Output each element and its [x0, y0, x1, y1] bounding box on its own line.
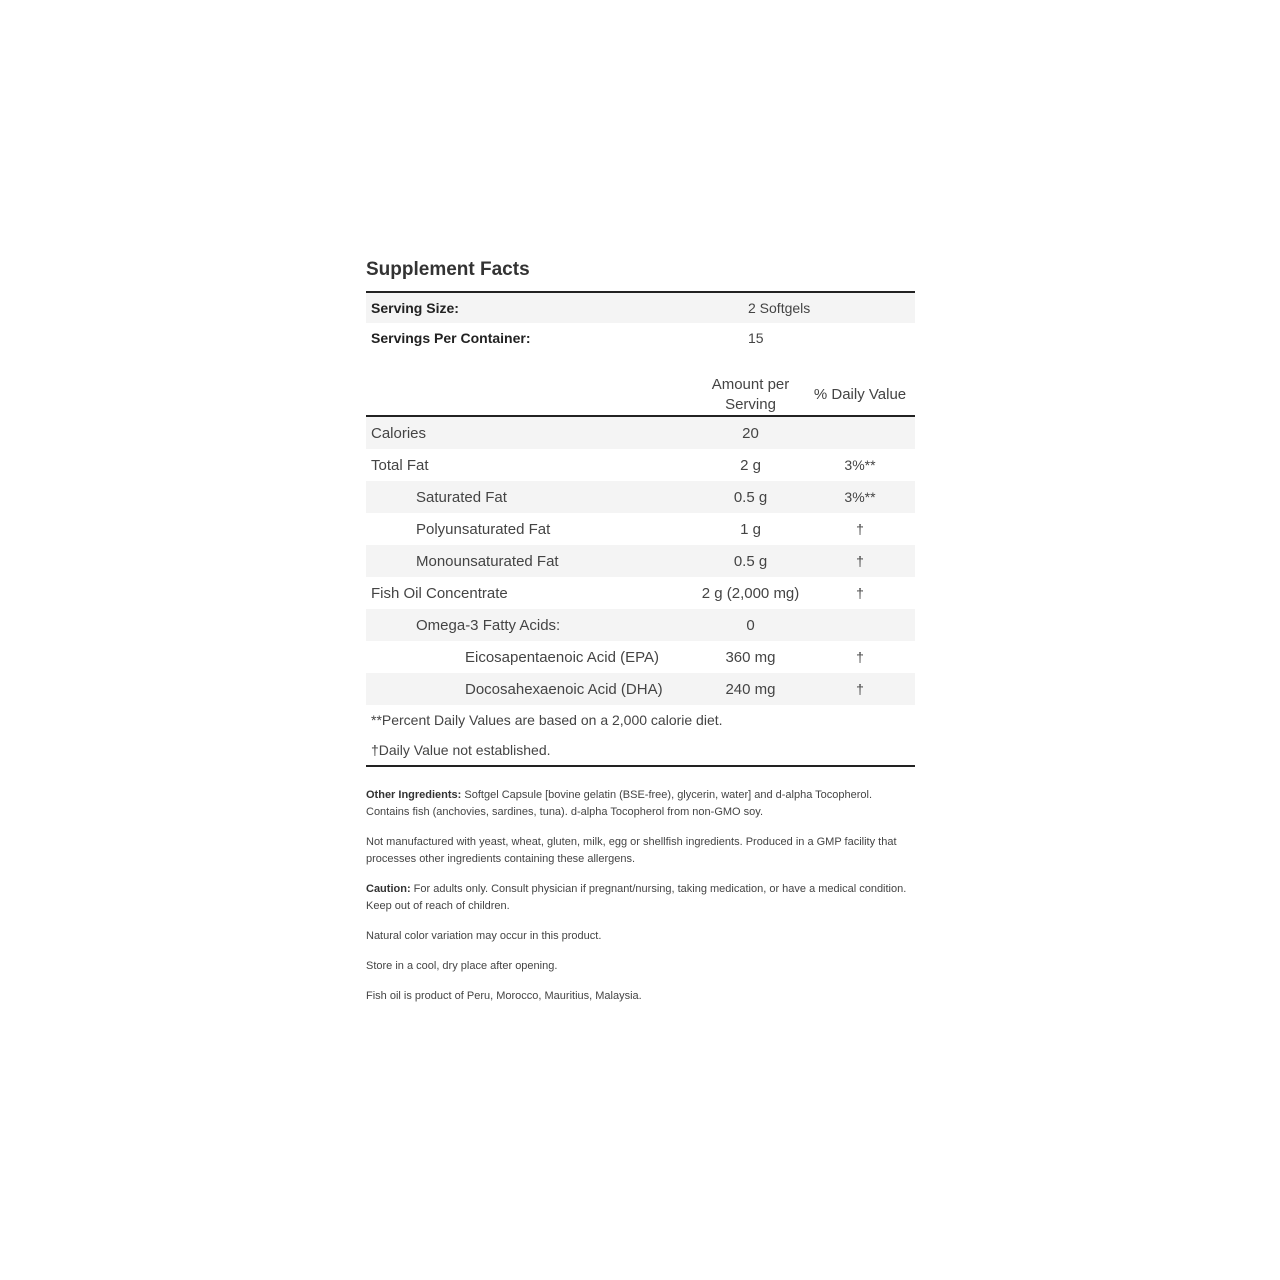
nutrient-amount: 0.5 g — [733, 488, 768, 506]
storage-note: Store in a cool, dry place after opening. — [366, 960, 558, 972]
nutrient-amount: 1 g — [740, 520, 761, 538]
table-row — [366, 641, 915, 673]
nutrient-name: Polyunsaturated Fat — [416, 520, 551, 538]
table-row — [366, 481, 915, 513]
nutrient-daily-value: 3%** — [844, 489, 876, 505]
nutrient-daily-value: † — [856, 649, 864, 665]
nutrient-name: Total Fat — [371, 456, 429, 474]
nutrient-name: Fish Oil Concentrate — [371, 584, 508, 602]
color-variation-note: Natural color variation may occur in this product. — [366, 930, 602, 942]
caution-label: Caution: — [366, 883, 411, 895]
serving-size-row — [366, 293, 915, 323]
table-row — [366, 449, 915, 481]
table-row — [366, 609, 915, 641]
header-nutrient — [366, 375, 696, 416]
origin-note: Fish oil is product of Peru, Morocco, Mauritius, Malaysia. — [366, 990, 642, 1002]
nutrient-name: Eicosapentaenoic Acid (EPA) — [465, 648, 659, 666]
allergen-statement: Not manufactured with yeast, wheat, gluten, milk, egg or shellfish ingredients. Produced in a GMP facility that processes other ingredients containing these allergens. — [366, 836, 897, 865]
caution — [366, 881, 915, 915]
servings-per-container-label: Servings Per Container: — [371, 330, 531, 346]
other-ingredients — [366, 787, 915, 821]
product-info — [366, 787, 915, 1005]
nutrient-name: Docosahexaenoic Acid (DHA) — [465, 680, 663, 698]
servings-per-container-row — [366, 323, 915, 353]
footnotes — [366, 705, 915, 767]
nutrient-name: Monounsaturated Fat — [416, 552, 559, 570]
nutrient-name: Calories — [371, 424, 427, 442]
header-amount: Amount per Serving — [696, 375, 805, 416]
caution-text: For adults only. Consult physician if pregnant/nursing, taking medication, or have a medical condition. Keep out of reach of children. — [366, 883, 907, 912]
nutrient-amount: 360 mg — [725, 648, 776, 666]
nutrient-amount: 0.5 g — [733, 552, 768, 570]
dagger-footnote: †Daily Value not established. — [371, 742, 551, 758]
nutrient-amount: 20 — [742, 424, 759, 442]
other-ingredients-label: Other Ingredients: — [366, 789, 462, 801]
nutrient-amount: 2 g (2,000 mg) — [701, 584, 800, 602]
nutrient-daily-value: † — [856, 553, 864, 569]
nutrient-name: Saturated Fat — [416, 488, 507, 506]
table-row — [366, 577, 915, 609]
header-daily-value: % Daily Value — [805, 375, 915, 416]
servings-per-container-value: 15 — [748, 330, 764, 346]
table-row — [366, 513, 915, 545]
nutrient-amount: 2 g — [740, 456, 761, 474]
nutrient-daily-value: 3%** — [844, 457, 876, 473]
nutrient-daily-value: † — [856, 521, 864, 537]
nutrient-amount: 0 — [746, 616, 755, 634]
table-header — [366, 375, 915, 416]
table-row — [366, 545, 915, 577]
other-ingredients-text: Softgel Capsule [bovine gelatin (BSE-free), glycerin, water] and d-alpha Tocopherol. Contains fish (anchovies, sardines, tuna). d-alpha Tocopherol from non-GMO soy. — [366, 789, 873, 818]
page-title: Supplement Facts — [366, 259, 530, 280]
nutrient-amount: 240 mg — [725, 680, 776, 698]
percent-daily-footnote: **Percent Daily Values are based on a 2,000 calorie diet. — [371, 712, 723, 728]
nutrient-table — [366, 375, 915, 705]
supplement-facts-panel — [366, 255, 915, 1018]
table-row — [366, 673, 915, 705]
nutrient-daily-value: † — [856, 681, 864, 697]
nutrient-daily-value — [805, 609, 915, 641]
nutrient-daily-value — [805, 416, 915, 449]
table-row — [366, 416, 915, 449]
nutrient-name: Omega-3 Fatty Acids: — [416, 616, 561, 634]
serving-size-label: Serving Size: — [371, 300, 459, 316]
serving-table — [366, 293, 915, 353]
nutrient-daily-value: † — [856, 585, 864, 601]
serving-size-value: 2 Softgels — [748, 300, 811, 316]
